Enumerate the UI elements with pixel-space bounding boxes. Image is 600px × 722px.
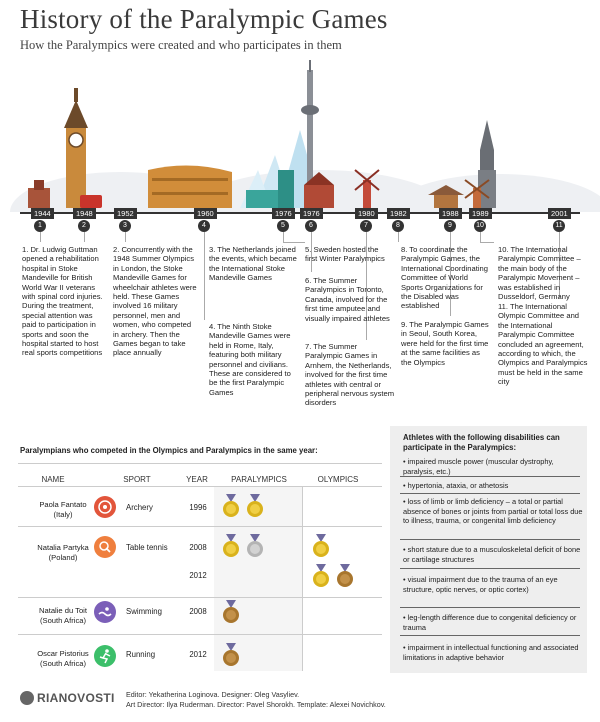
table-divider (18, 597, 382, 598)
year-cell: 2012 (189, 571, 207, 580)
athlete-name: Natalia Partyka (Poland) (37, 543, 89, 562)
gold-medal-icon (246, 494, 264, 518)
table-divider (18, 634, 382, 635)
connector-line (204, 232, 205, 320)
athlete-name: Natalie du Toit (South Africa) (39, 606, 87, 625)
swimming-icon (94, 601, 116, 623)
ria-novosti-logo: RIANOVOSTI (20, 690, 115, 705)
event-number: 8 (392, 220, 404, 232)
timeline-event-6: 6. The Summer Paralympics in Toronto, Canada, involved for the first time amputee and visually impaired athletes (305, 276, 390, 323)
year-label: 1948 (73, 208, 96, 219)
running-icon (94, 645, 116, 667)
event-number: 5 (277, 220, 289, 232)
bronze-medal-icon (336, 564, 354, 588)
divider (400, 635, 580, 636)
year-label: 1988 (439, 208, 462, 219)
year-label: 1980 (355, 208, 378, 219)
year-label: 1976 (272, 208, 295, 219)
disabilities-title: Athletes with the following disabilities can participate in the Paralympics: (403, 433, 560, 452)
header-sport: SPORT (123, 475, 151, 484)
header-paralympics: PARALYMPICS (231, 475, 287, 484)
timeline-event-1: 1. Dr. Ludwig Guttman opened a rehabilitation hospital in Stoke Mandeville for British World War II veterans with spinal cord injuries. During the treatment, special attention was paid to participation in sports and soon the hospital started to host real sports competitions (22, 245, 103, 358)
page-title: History of the Paralympic Games (20, 4, 388, 34)
year-cell: 2012 (189, 650, 207, 659)
year-cell: 2008 (189, 543, 207, 552)
connector-line (84, 232, 85, 242)
column-divider (302, 487, 303, 671)
year-label: 1982 (387, 208, 410, 219)
event-number: 3 (119, 220, 131, 232)
gold-medal-icon (222, 494, 240, 518)
divider (400, 607, 580, 608)
year-label: 1952 (114, 208, 137, 219)
table-title: Paralympians who competed in the Olympics and Paralympics in the same year: (20, 446, 318, 455)
connector-line (398, 232, 399, 242)
athlete-name: Oscar Pistorius (South Africa) (37, 649, 89, 668)
disability-item: • short stature due to a musculoskeletal deficit of bone or cartilage structures (403, 545, 581, 564)
table-divider (18, 486, 382, 487)
connector-line (283, 242, 305, 243)
city-skyline-illustration (0, 60, 600, 212)
divider (400, 476, 580, 477)
gold-medal-icon (312, 534, 330, 558)
year-cell: 1996 (189, 503, 207, 512)
year-label: 1960 (194, 208, 217, 219)
event-number: 2 (78, 220, 90, 232)
disability-item: • impaired muscle power (muscular dystrophy, paralysis, etc.) (403, 457, 554, 476)
timeline-event-3: 3. The Netherlands joined the events, which became the International Stoke Mandeville Games (209, 245, 297, 283)
connector-line (480, 232, 481, 242)
timeline-event-5: 5. Sweden hosted the first Winter Paralympics (305, 245, 385, 264)
credits-line-2: Art Director: Ilya Ruderman. Director: Pavel Shorokh. Template: Alexei Novichkov. (126, 700, 386, 709)
disability-item: • leg-length difference due to congenital deficiency or trauma (403, 613, 577, 632)
timeline-event-4: 4. The Ninth Stoke Mandeville Games were held in Rome, Italy, featuring both military personnel and civilians. These are considered to be the first Paralympic Games (209, 322, 291, 397)
timeline-event-2: 2. Concurrently with the 1948 Summer Olympics in London, the Stoke Mandeville Games for wheelchair athletes were held. These Games involved 16 military personnel, men and women, who competed in archery. Then the Games began to take place annually (113, 245, 197, 358)
sport-label: Swimming (126, 607, 162, 616)
year-label: 1989 (469, 208, 492, 219)
connector-line (480, 242, 494, 243)
event-number: 1 (34, 220, 46, 232)
timeline-event-10: 10. The International Paralympic Committee – the main body of the Paralympic Movement – was established in Dusseldorf, Germany (498, 245, 581, 302)
divider (400, 539, 580, 540)
gold-medal-icon (222, 534, 240, 558)
header-year: YEAR (186, 475, 208, 484)
athlete-name: Paola Fantato (Italy) (39, 500, 87, 519)
bronze-medal-icon (222, 643, 240, 667)
gold-medal-icon (312, 564, 330, 588)
year-label: 1976 (300, 208, 323, 219)
event-number: 10 (474, 220, 486, 232)
event-number: 6 (305, 220, 317, 232)
connector-line (40, 232, 41, 242)
disability-item: • visual impairment due to the trauma of an eye structure, optic nerves, or optic cortex) (403, 575, 558, 594)
timeline-event-9: 9. The Paralympic Games in Seoul, South Korea, were held for the first time at the same facilities as the Olympics (401, 320, 489, 367)
event-number: 4 (198, 220, 210, 232)
disability-item: • hypertonia, ataxia, or athetosis (403, 481, 509, 490)
year-label: 1944 (31, 208, 54, 219)
page-subtitle: How the Paralympics were created and who participates in them (20, 38, 342, 52)
credits-line-1: Editor: Yekatherina Loginova. Designer: Oleg Vasyliev. (126, 690, 300, 699)
archery-icon (94, 496, 116, 518)
bronze-medal-icon (222, 600, 240, 624)
event-number: 9 (444, 220, 456, 232)
divider (400, 568, 580, 569)
header-olympics: OLYMPICS (317, 475, 359, 484)
sport-label: Table tennis (126, 543, 168, 552)
sport-label: Running (126, 650, 156, 659)
header-name: NAME (41, 475, 65, 484)
table-divider (18, 463, 382, 464)
event-number: 11 (553, 220, 565, 232)
timeline-event-8: 8. To coordinate the Paralympic Games, the International Coordinating Committee of World Sports Organizations for the Disabled was established (401, 245, 488, 311)
event-number: 7 (360, 220, 372, 232)
disability-item: • impairment in intellectual functioning and associated limitations in adaptive behavior (403, 643, 579, 662)
year-cell: 2008 (189, 607, 207, 616)
timeline-event-7: 7. The Summer Paralympic Games in Arnhem, the Netherlands, involved for the first time athletes with central or peripheral nervous system disorders (305, 342, 395, 408)
timeline-event-11: 11. The International Olympic Committee and the International Paralympic Committee concluded an agreement, according to which, the Olympics and Paralympics must be held in the same city (498, 302, 588, 387)
connector-line (283, 232, 284, 242)
divider (400, 493, 580, 494)
table-tennis-icon (94, 536, 116, 558)
logo-icon (20, 691, 34, 705)
disability-item: • loss of limb or limb deficiency – a total or partial absence of bones or joints from partial or total loss due to illness, trauma, or congenital limb deficiency (403, 497, 583, 526)
sport-label: Archery (126, 503, 153, 512)
year-label: 2001 (548, 208, 571, 219)
silver-medal-icon (246, 534, 264, 558)
table-divider (18, 526, 382, 527)
connector-line (125, 232, 126, 242)
